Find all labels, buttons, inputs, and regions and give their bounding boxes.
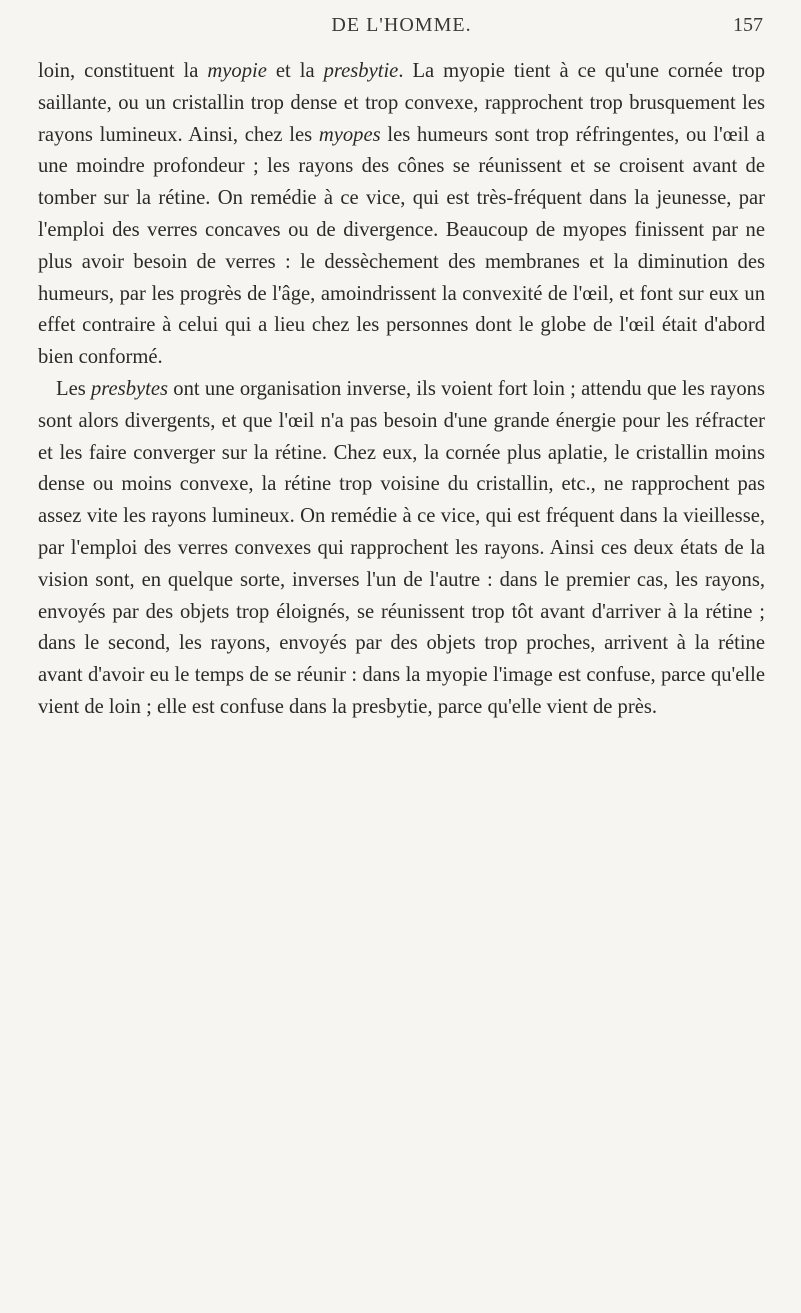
paragraph-presbytes — [38, 374, 765, 724]
paragraph-myopie — [38, 56, 765, 374]
italic-term-myopie: myopie — [207, 60, 267, 82]
text-run: . La myopie tient à ce qu'une cornée trop saillante, ou un cristallin trop dense et trop convexe, rapprochent trop brusquement les rayons lumineux. Ainsi, chez les — [38, 60, 765, 146]
running-title: DE L'HOMME. — [331, 14, 472, 36]
body-text — [38, 56, 765, 724]
italic-term-presbytes: presbytes — [91, 377, 169, 400]
page-header — [38, 14, 765, 56]
text-run: Les — [56, 377, 91, 400]
italic-term-presbytie: presbytie — [323, 60, 399, 82]
page-number: 157 — [733, 14, 763, 36]
text-run: et la — [266, 60, 324, 82]
text-run: ont une organisation inverse, ils voient fort loin ; attendu que les rayons sont alors divergents, et que l'œil n'a pas besoin d'une grande énergie pour les réfracter et les faire converger sur la rétine. Chez eux, la cornée plus aplatie, le cristallin moins dense ou moins convexe, la rétine trop voisine du cristallin, etc., ne rapprochent pas assez vite les rayons lumineux. On remédie à ce vice, qui est fréquent dans la vieillesse, par l'emploi des verres convexes qui rapprochent les rayons. Ainsi ces deux états de la vision sont, en quelque sorte, inverses l'un de l'autre : dans le premier cas, les rayons, envoyés par des objets trop éloignés, se réunissent trop tôt avant d'arriver à la rétine ; dans le second, les rayons, envoyés par des objets trop proches, arrivent à la rétine avant d'avoir eu le temps de se réunir : dans la myopie l'image est confuse, parce qu'elle vient de loin ; elle est confuse dans la presbytie, parce qu'elle vient de près. — [38, 377, 765, 718]
text-run: les humeurs sont trop réfringentes, ou l'œil a une moindre profondeur ; les rayons des cônes se réunissent et se croisent avant de tomber sur la rétine. On remédie à ce vice, qui est très-fréquent dans la jeunesse, par l'emploi des verres concaves ou de divergence. Beaucoup de myopes finissent par ne plus avoir besoin de verres : le dessèchement des membranes et la diminution des humeurs, par les progrès de l'âge, amoindrissent la convexité de l'œil, et font sur eux un effet contraire à celui qui a lieu chez les personnes dont le globe de l'œil était d'abord bien conformé. — [38, 123, 765, 369]
italic-term-myopes: myopes — [318, 123, 381, 146]
text-run: loin, constituent la — [38, 60, 208, 82]
